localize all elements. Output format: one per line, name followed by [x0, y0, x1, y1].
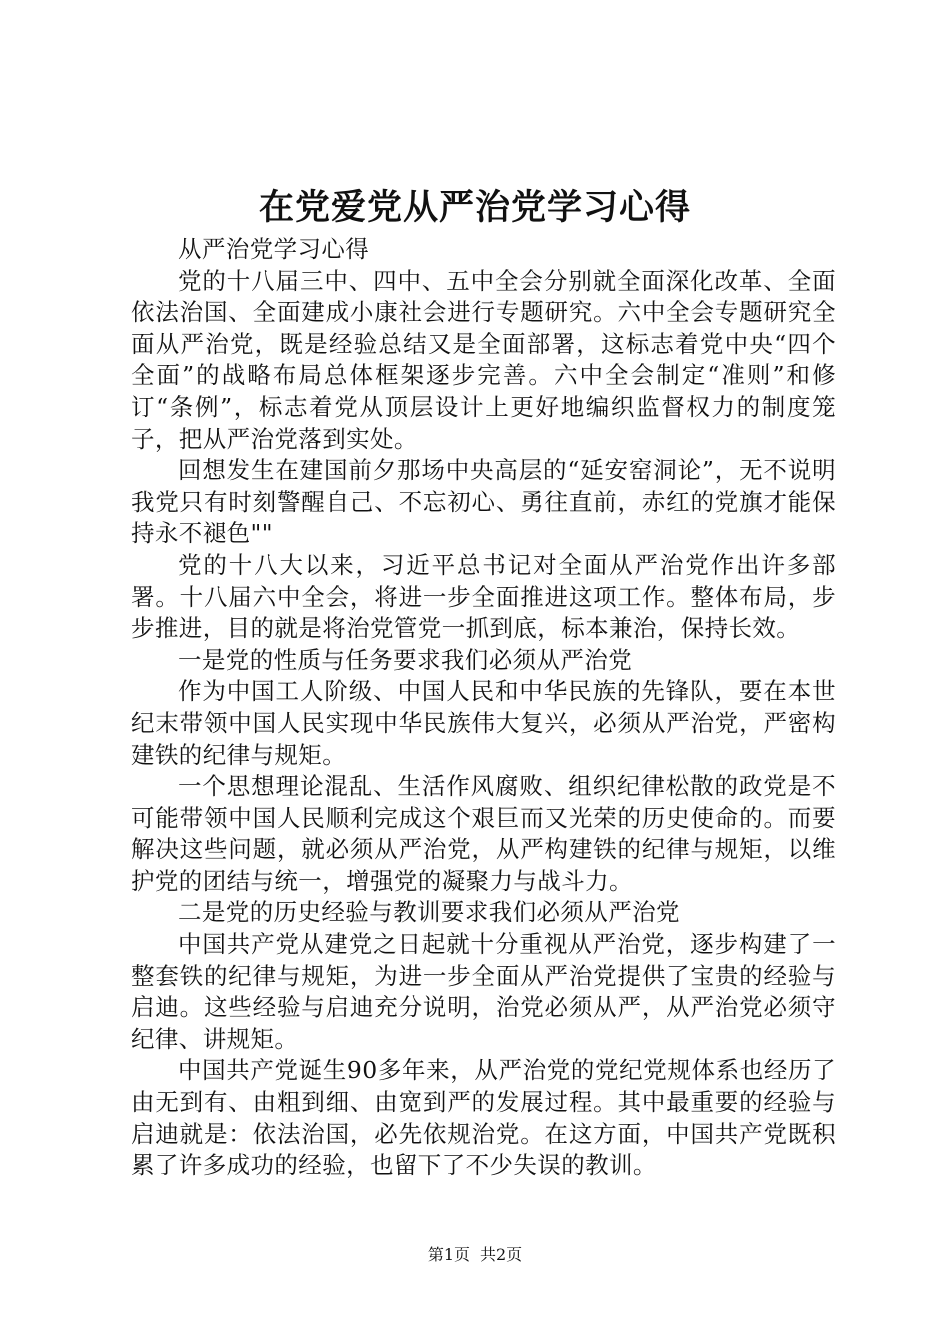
subtitle-paragraph: 从严治党学习心得 — [178, 235, 370, 263]
body-paragraph: 中国共产党诞生90多年来，从严治党的党纪党规体系也经历了由无到有、由粗到细、由宽到严的发展过程。其中最重要的经验与启迪就是：依法治国，必先依规治党。在这方面，中国共产党既积累了许多成功的经验，也留下了不少失误的教训。 — [131, 1056, 836, 1180]
body-paragraph: 回想发生在建国前夕那场中央高层的“延安窑洞论”，无不说明我党只有时刻警醒自己、不忘初心、勇往直前，赤红的党旗才能保持永不褪色"" — [131, 456, 836, 548]
body-paragraph: 党的十八大以来，习近平总书记对全面从严治党作出许多部署。十八届六中全会，将进一步全面推进这项工作。整体布局，步步推进，目的就是将治党管党一抓到底，标本兼治，保持长效。 — [131, 550, 836, 643]
body-paragraph: 中国共产党从建党之日起就十分重视从严治党，逐步构建了一整套铁的纪律与规矩，为进一步全面从严治党提供了宝贵的经验与启迪。这些经验与启迪充分说明，治党必须从严，从严治党必须守纪律、讲规矩。 — [131, 930, 836, 1053]
document-title: 在党爱党从严治党学习心得 — [258, 187, 691, 228]
body-paragraph: 党的十八届三中、四中、五中全会分别就全面深化改革、全面依法治国、全面建成小康社会进行专题研究。六中全会专题研究全面从严治党，既是经验总结又是全面部署，这标志着党中央“四个全面”的战略布局总体框架逐步完善。六中全会制定“准则”和修订“条例”，标志着党从顶层设计上更好地编织监督权力的制度笼子，把从严治党落到实处。 — [131, 266, 836, 453]
page-total: 共2页 — [480, 1245, 523, 1264]
body-paragraph: 作为中国工人阶级、中国人民和中华民族的先锋队，要在本世纪末带领中国人民实现中华民族伟大复兴，必须从严治党，严密构建铁的纪律与规矩。 — [131, 677, 836, 769]
body-paragraph: 一个思想理论混乱、生活作风腐败、组织纪律松散的政党是不可能带领中国人民顺利完成这个艰巨而又光荣的历史使命的。而要解决这些问题，就必须从严治党，从严构建铁的纪律与规矩，以维护党的团结与统一，增强党的凝聚力与战斗力。 — [131, 772, 836, 895]
section-heading: 二是党的历史经验与教训要求我们必须从严治党 — [178, 898, 680, 927]
page-number: 第1页 — [427, 1245, 470, 1264]
page-footer — [0, 1243, 950, 1267]
document-body — [131, 234, 836, 1182]
section-heading: 一是党的性质与任务要求我们必须从严治党 — [178, 645, 633, 674]
